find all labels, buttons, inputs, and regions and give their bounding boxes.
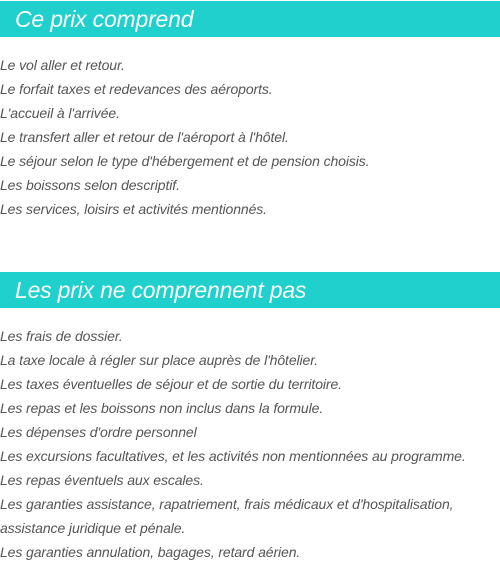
list-item: L'accueil à l'arrivée. <box>0 105 120 121</box>
list-item: Les taxes éventuelles de séjour et de sortie du territoire. <box>0 376 342 392</box>
list-item: La taxe locale à régler sur place auprès de l'hôtelier. <box>0 352 319 368</box>
list-item: Le transfert aller et retour de l'aéroport à l'hôtel. <box>0 129 289 145</box>
list-item: Le vol aller et retour. <box>0 57 125 73</box>
section-title-excluded: Les prix ne comprennent pas <box>0 272 500 308</box>
list-item: Les frais de dossier. <box>0 328 123 344</box>
list-item: Les dépenses d'ordre personnel <box>0 424 197 440</box>
list-item: Le forfait taxes et redevances des aéroports. <box>0 81 273 97</box>
section-title-included: Ce prix comprend <box>0 1 500 37</box>
list-item: Les repas éventuels aux escales. <box>0 472 204 488</box>
list-item: Les garanties assistance, rapatriement, frais médicaux et d'hospitalisation, <box>0 496 454 512</box>
list-item: assistance juridique et pénale. <box>0 520 186 536</box>
excluded-list <box>0 324 500 564</box>
list-item: Les excursions facultatives, et les activités non mentionnées au programme. <box>0 448 466 464</box>
list-item: Les repas et les boissons non inclus dans la formule. <box>0 400 324 416</box>
list-item: Le séjour selon le type d'hébergement et de pension choisis. <box>0 153 370 169</box>
list-item: Les boissons selon descriptif. <box>0 177 180 193</box>
list-item: Les garanties annulation, bagages, retard aérien. <box>0 544 301 560</box>
list-item: Les services, loisirs et activités mentionnés. <box>0 201 267 217</box>
included-list <box>0 53 500 221</box>
